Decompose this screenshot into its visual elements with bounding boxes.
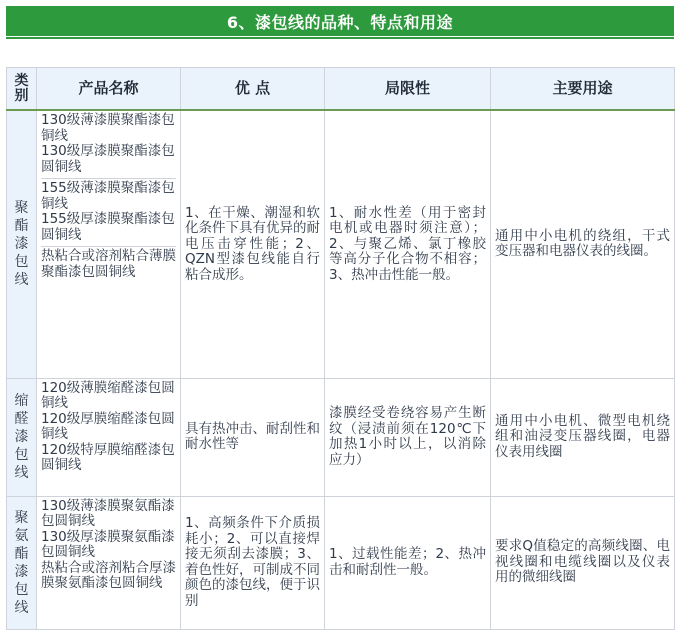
table-row-polyurethane — [7, 496, 675, 629]
advantages-cell: 具有热冲击、耐刮性和耐水性等 — [181, 378, 325, 496]
uses-cell: 通用中小电机、微型电机绕组和油浸变压器线圈，电器仪表用线圈 — [491, 378, 675, 496]
limitations-cell: 1、耐水性差（用于密封电机或电器时须注意）；2、与聚乙烯、氯丁橡胶等高分子化合物不相容；3、热冲击性能一般。 — [325, 110, 491, 378]
product-name: 130级厚漆膜聚酯漆包圆铜线 — [41, 143, 175, 175]
product-name-cell — [37, 110, 181, 378]
advantages-cell: 1、在干燥、潮湿和软化条件下具有优异的耐电压击穿性能；2、QZN型漆包线能自行粘合成形。 — [181, 110, 325, 378]
uses-cell: 要求Q值稳定的高频线圈、电视线圈和电缆线圈以及仪表用的微细线圈 — [491, 496, 675, 629]
column-header-advantages: 优 点 — [181, 68, 325, 111]
product-name-cell — [37, 496, 181, 629]
limitations-cell: 1、过载性能差；2、热冲击和耐刮性一般。 — [325, 496, 491, 629]
product-name: 120级厚膜缩醛漆包圆铜线 — [41, 410, 175, 442]
column-header-product-name: 产品名称 — [37, 68, 181, 111]
category-cell: 缩醛漆包线 — [7, 378, 37, 496]
product-name-group — [41, 178, 176, 244]
category-cell: 聚氨酯漆包线 — [7, 496, 37, 629]
product-name: 热粘合或溶剂粘合厚漆膜聚氨酯漆包圆铜线 — [41, 559, 176, 591]
product-name: 120级特厚膜缩醛漆包圆铜线 — [41, 441, 175, 473]
table-row-polyester — [7, 110, 675, 378]
table-header-row — [7, 68, 675, 111]
advantages-cell: 1、高频条件下介质损耗小；2、可以直接焊接无须刮去漆膜；3、着色性好，可制成不同颜色的漆包线，便于识别 — [181, 496, 325, 629]
product-name-group — [41, 112, 176, 176]
column-header-category: 类别 — [7, 68, 37, 111]
uses-cell: 通用中小电机的绕组，干式变压器和电器仪表的线圈。 — [491, 110, 675, 378]
product-name: 热粘合或溶剂粘合薄膜聚酯漆包圆铜线 — [41, 248, 176, 280]
product-name: 155级薄漆膜聚酯漆包铜线 — [41, 180, 175, 212]
page-title: 6、漆包线的品种、特点和用途 — [6, 6, 674, 36]
column-header-limitations: 局限性 — [325, 68, 491, 111]
enameled-wire-table — [6, 67, 675, 630]
product-name-group — [41, 498, 176, 593]
limitations-cell: 漆膜经受卷绕容易产生断纹（浸渍前须在120℃下加热1小时以上，以消除应力） — [325, 378, 491, 496]
product-name-cell — [37, 378, 181, 496]
product-name: 120级薄膜缩醛漆包圆铜线 — [41, 379, 175, 411]
product-name: 130级薄漆膜聚酯漆包铜线 — [41, 112, 175, 144]
product-name: 130级厚漆膜聚氨酯漆包圆铜线 — [41, 528, 175, 560]
title-divider — [6, 37, 674, 39]
product-name: 130级薄漆膜聚氨酯漆包圆铜线 — [41, 497, 175, 529]
product-name-group — [41, 380, 176, 475]
product-name: 155级厚漆膜聚酯漆包圆铜线 — [41, 211, 175, 243]
category-cell: 聚酯漆包线 — [7, 110, 37, 378]
product-name-group — [41, 246, 176, 281]
column-header-main-uses: 主要用途 — [491, 68, 675, 111]
table-row-polyvinyl-acetal — [7, 378, 675, 496]
